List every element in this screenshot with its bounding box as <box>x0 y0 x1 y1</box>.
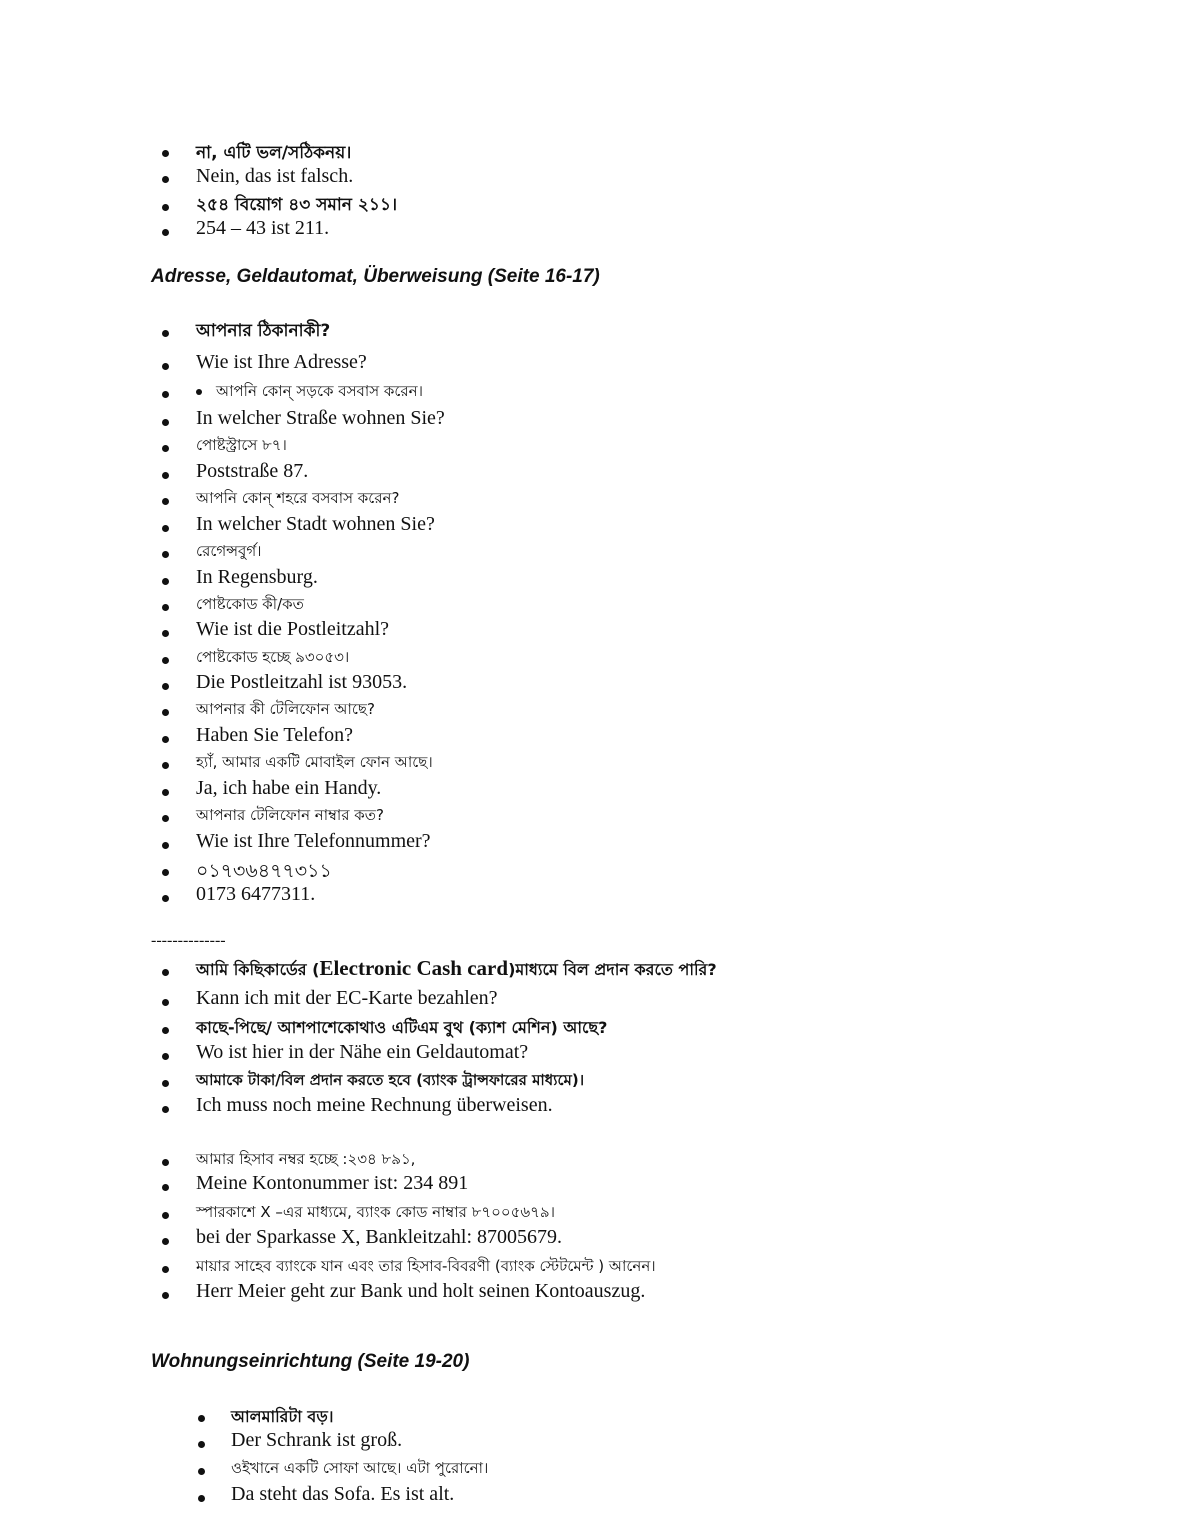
separator-dashes: -------------- <box>151 932 226 949</box>
list-item: ওইখানে একটি সোফা আছে। এটা পুরোনো। <box>231 1459 489 1477</box>
bullet <box>162 445 169 452</box>
list-item: Haben Sie Telefon? <box>196 724 354 746</box>
list-item: Ja, ich habe ein Handy. <box>196 777 382 799</box>
list-item-text: আপনি কোন্ সড়কে বসবাস করেন। <box>216 382 423 400</box>
list-item: Wie ist Ihre Telefonnummer? <box>196 830 431 852</box>
list-item: Die Postleitzahl ist 93053. <box>196 671 408 693</box>
bullet <box>162 363 169 370</box>
list-item: রেগেন্সবুর্গ। <box>196 542 262 560</box>
list-item <box>196 380 423 405</box>
list-item: 254 – 43 ist 211. <box>196 217 330 239</box>
list-item: না, এটি ভল/সঠিকনয়। <box>196 143 352 163</box>
list-item: পোষ্টকোড কী/কত <box>196 595 304 613</box>
bullet <box>162 525 169 532</box>
bullet <box>162 419 169 426</box>
bullet <box>162 1159 169 1166</box>
bullet <box>162 815 169 822</box>
list-item: Meine Kontonummer ist: 234 891 <box>196 1172 469 1194</box>
bullet <box>162 604 169 611</box>
list-item: Poststraße 87. <box>196 460 309 482</box>
nested-bullet <box>196 389 202 395</box>
bullet <box>162 657 169 664</box>
bullet <box>162 630 169 637</box>
list-item: Herr Meier geht zur Bank und holt seinen Kontoauszug. <box>196 1280 646 1302</box>
list-item <box>196 956 717 984</box>
list-item: Wo ist hier in der Nähe ein Geldautomat? <box>196 1041 529 1063</box>
bullet <box>162 1184 169 1191</box>
list-item: হ্যাঁ, আমার একটি মোবাইল ফোন আছে। <box>196 753 433 771</box>
list-item: 0173 6477311. <box>196 883 316 905</box>
list-item: আলমারিটা বড়। <box>231 1407 334 1426</box>
bullet <box>198 1415 205 1422</box>
list-item: আপনার টেলিফোন নাম্বার কত? <box>196 806 385 824</box>
list-item: আমার হিসাব নম্বর হচ্ছে :২৩৪ ৮৯১, <box>196 1150 416 1168</box>
section-heading-furnishing: Wohnungseinrichtung (Seite 19-20) <box>151 1351 470 1372</box>
list-item: আপনার ঠিকানাকী? <box>196 321 331 341</box>
list-item: পোষ্টকোড হচ্ছে ৯৩০৫৩। <box>196 648 350 666</box>
list-item-text-english: Electronic Cash card <box>319 956 509 980</box>
list-item: পোষ্টস্ট্রাসে ৮৭। <box>196 436 287 454</box>
bullet <box>162 969 169 976</box>
bullet <box>162 1238 169 1245</box>
section-heading-address: Adresse, Geldautomat, Überweisung (Seite 16-17) <box>151 266 600 287</box>
list-item: Nein, das ist falsch. <box>196 165 354 187</box>
bullet <box>162 229 169 236</box>
list-item: আমাকে টাকা/বিল প্রদান করতে হবে (ব্যাংক ট্রান্সফারের মাধ্যমে)। <box>196 1071 585 1089</box>
list-item: ০১৭৩৬৪৭৭৩১১ <box>196 860 332 882</box>
list-item: Der Schrank ist groß. <box>231 1429 403 1451</box>
list-item: স্পারকাশে X –এর মাধ্যমে, ব্যাংক কোড নাম্বার ৮৭০০৫৬৭৯। <box>196 1203 555 1221</box>
list-item: আপনি কোন্ শহরে বসবাস করেন? <box>196 489 400 507</box>
list-item: bei der Sparkasse X, Bankleitzahl: 87005679. <box>196 1226 563 1248</box>
bullet <box>162 551 169 558</box>
list-item: আপনার কী টেলিফোন আছে? <box>196 700 375 718</box>
list-item: Wie ist Ihre Adresse? <box>196 351 367 373</box>
list-item-text-before: আমি কিছিকার্ডের ( <box>196 960 320 979</box>
bullet <box>162 1266 169 1273</box>
list-item: Da steht das Sofa. Es ist alt. <box>231 1483 455 1505</box>
bullet <box>162 709 169 716</box>
bullet <box>162 472 169 479</box>
bullet <box>162 762 169 769</box>
bullet <box>162 1106 169 1113</box>
bullet <box>162 999 169 1006</box>
bullet <box>162 1080 169 1087</box>
bullet <box>162 391 169 398</box>
list-item: In Regensburg. <box>196 566 318 588</box>
bullet <box>198 1441 205 1448</box>
bullet <box>162 150 169 157</box>
bullet <box>162 869 169 876</box>
bullet <box>162 895 169 902</box>
list-item-text-after: )মাধ্যমে বিল প্রদান করতে পারি? <box>508 960 717 979</box>
list-item: মায়ার সাহেব ব্যাংকে যান এবং তার হিসাব-বিবরণী (ব্যাংক স্টেটমেন্ট ) আনেন। <box>196 1257 656 1275</box>
bullet <box>162 1292 169 1299</box>
list-item: কাছে-পিছে/ আশপাশেকোথাও এটিএম বুথ (ক্যাশ মেশিন) আছে? <box>196 1018 608 1037</box>
bullet <box>162 176 169 183</box>
bullet <box>162 683 169 690</box>
bullet <box>162 330 169 337</box>
bullet <box>162 1212 169 1219</box>
bullet <box>162 789 169 796</box>
bullet <box>162 1027 169 1034</box>
bullet <box>162 1053 169 1060</box>
bullet <box>198 1468 205 1475</box>
list-item: ২৫৪ বিয়োগ ৪৩ সমান ২১১। <box>196 195 398 215</box>
bullet <box>162 578 169 585</box>
list-item: Kann ich mit der EC-Karte bezahlen? <box>196 987 498 1009</box>
list-item: In welcher Stadt wohnen Sie? <box>196 513 435 535</box>
bullet <box>162 842 169 849</box>
list-item: In welcher Straße wohnen Sie? <box>196 407 445 429</box>
list-item: Ich muss noch meine Rechnung überweisen. <box>196 1094 553 1116</box>
bullet <box>162 736 169 743</box>
bullet <box>162 204 169 211</box>
list-item: Wie ist die Postleitzahl? <box>196 618 390 640</box>
bullet <box>198 1495 205 1502</box>
bullet <box>162 498 169 505</box>
